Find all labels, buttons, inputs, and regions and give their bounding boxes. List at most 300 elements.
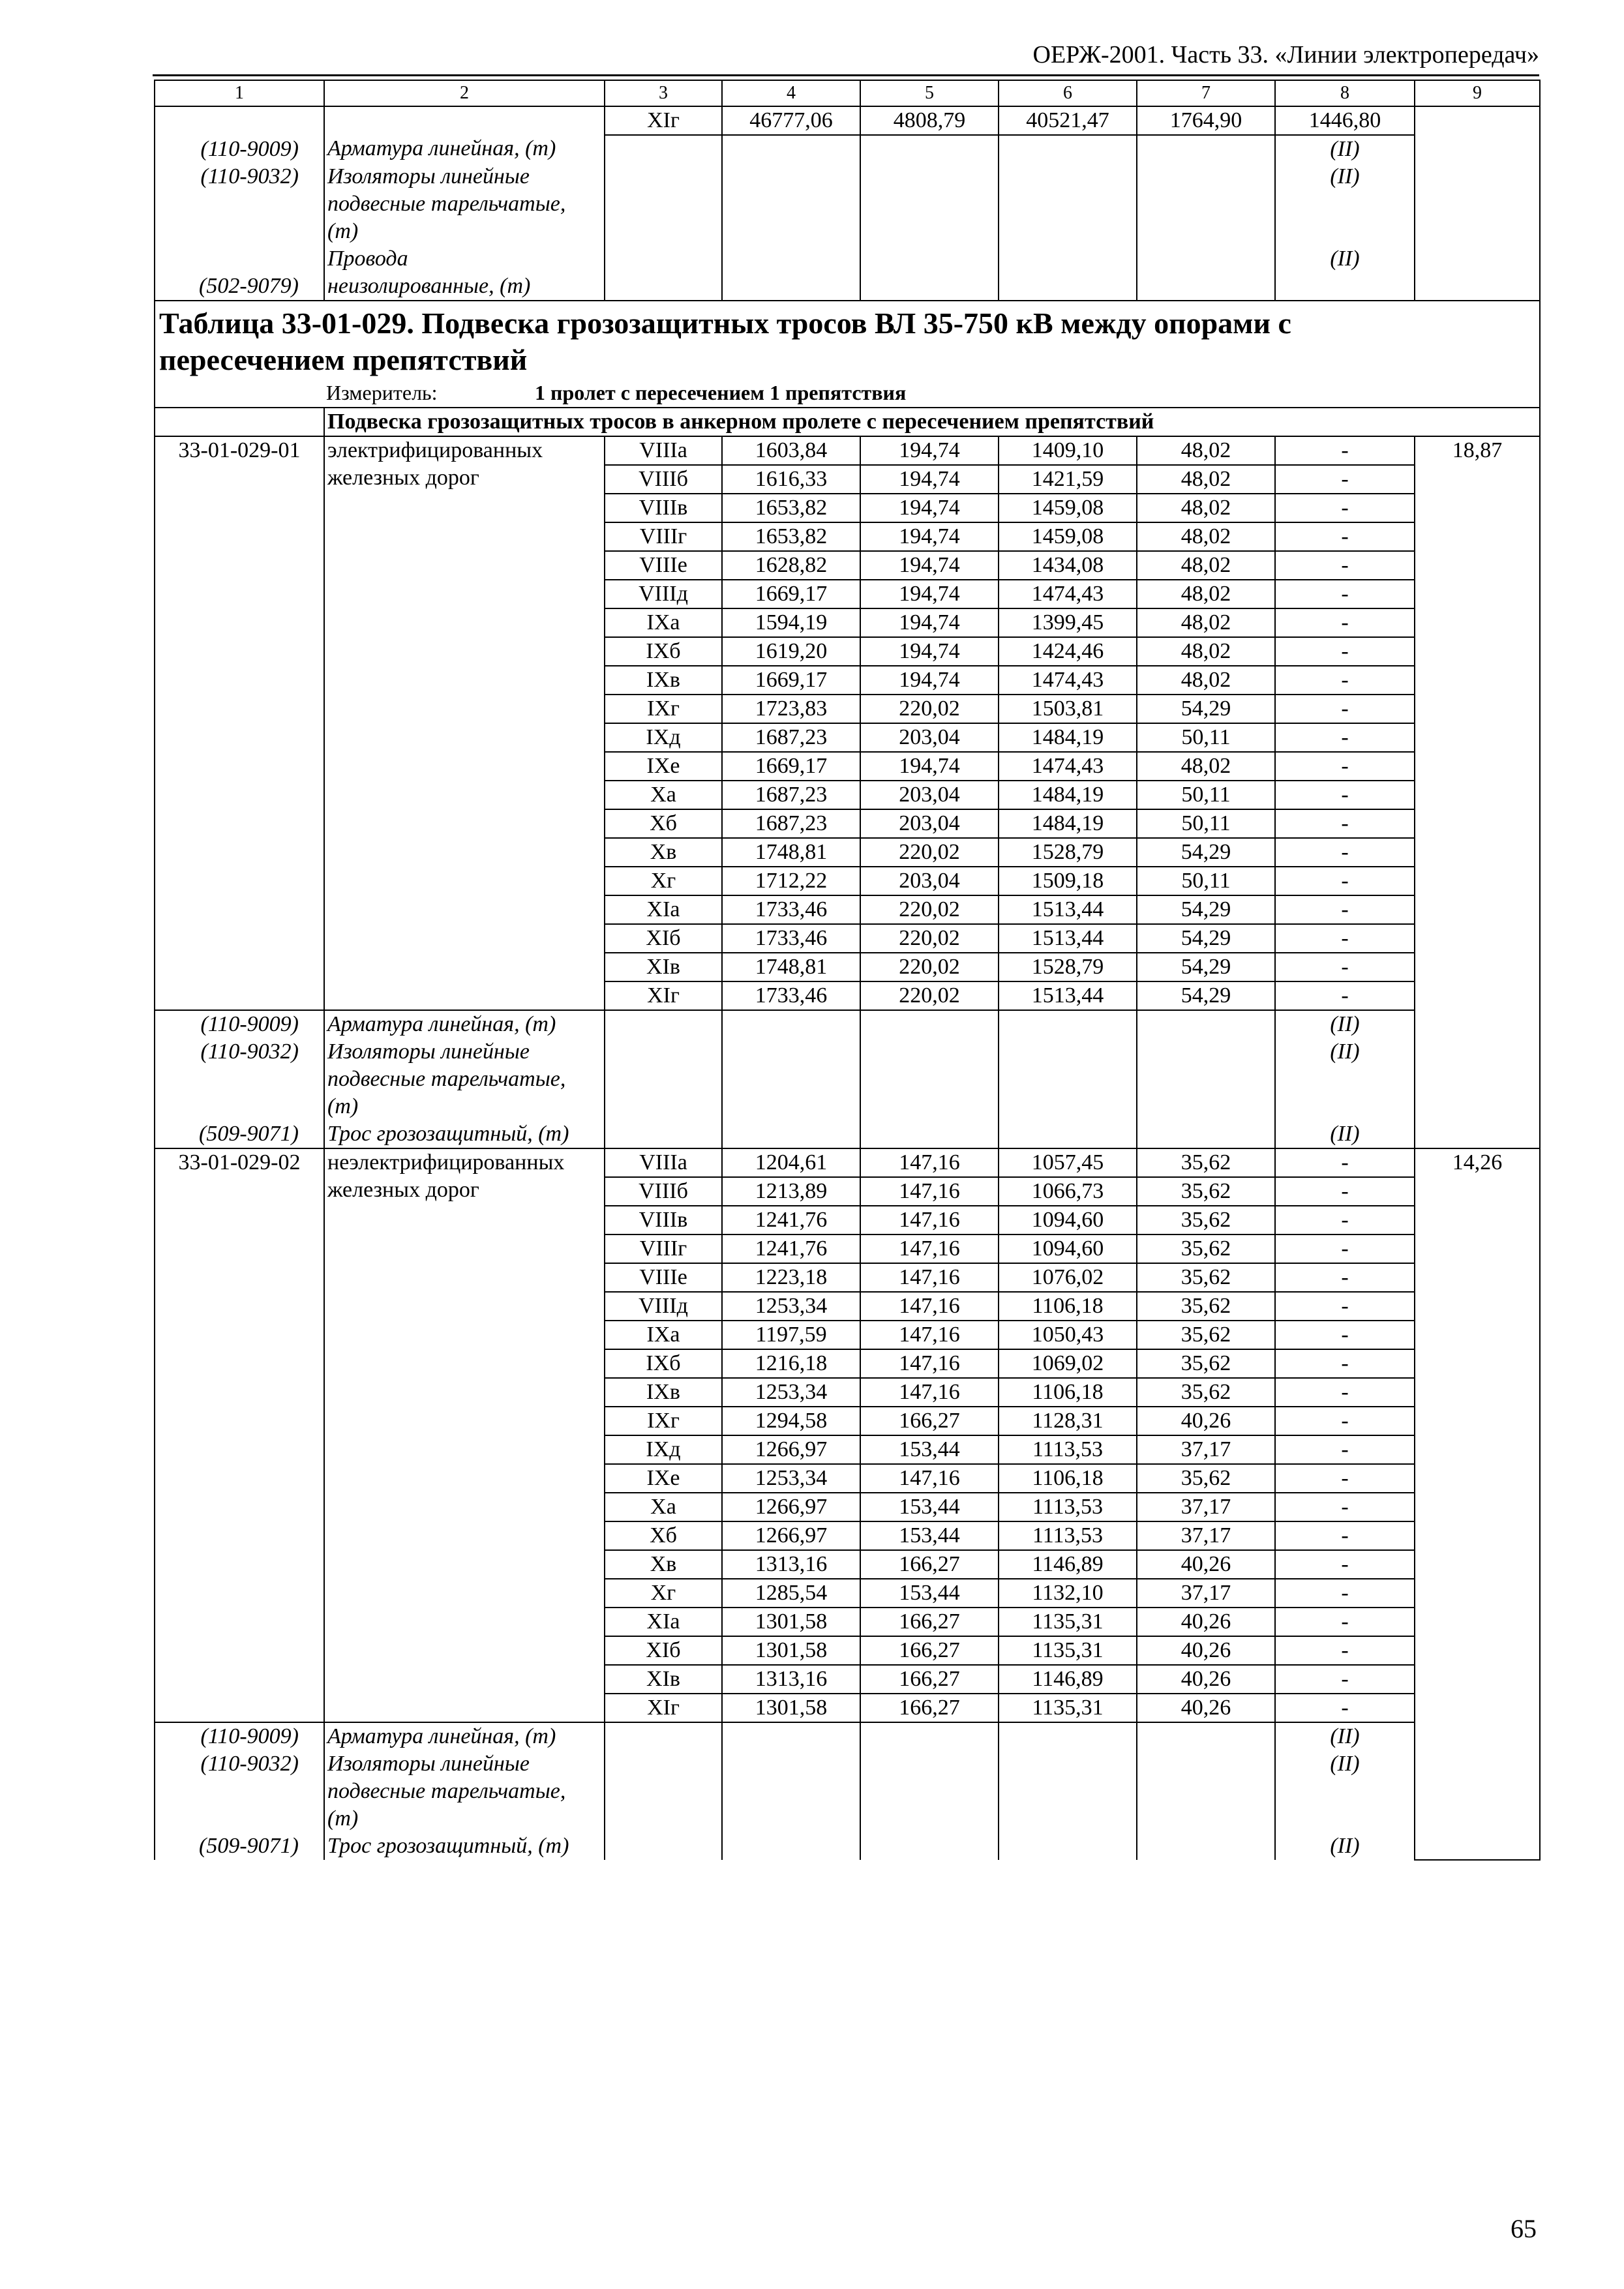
value-cell: 1057,45 <box>999 1148 1137 1177</box>
value-cell: 194,74 <box>860 580 999 608</box>
value-cell: 1135,31 <box>999 1636 1137 1665</box>
value-cell: 1128,31 <box>999 1407 1137 1435</box>
value-cell: 1669,17 <box>722 580 860 608</box>
empty-cell <box>860 1120 999 1148</box>
type-cell: IXв <box>605 666 722 695</box>
column-number: 5 <box>860 80 999 106</box>
text-line: Трос грозозащитный, (т) <box>327 1834 569 1858</box>
resource-code <box>155 1833 324 1860</box>
value-cell: - <box>1275 1579 1415 1608</box>
value-cell: 1076,02 <box>999 1263 1137 1292</box>
value-cell: 1301,58 <box>722 1608 860 1636</box>
value-cell: 1069,02 <box>999 1349 1137 1378</box>
resource-name <box>324 135 605 163</box>
value-cell: - <box>1275 867 1415 895</box>
value-cell: 35,62 <box>1137 1349 1275 1378</box>
empty-cell <box>605 1833 722 1860</box>
value-cell: 203,04 <box>860 723 999 752</box>
value-cell: 153,44 <box>860 1579 999 1608</box>
table-title-line: пересечением препятствий <box>159 343 528 376</box>
value-cell: 1434,08 <box>999 551 1137 580</box>
value-cell: 35,62 <box>1137 1292 1275 1321</box>
value-cell: 220,02 <box>860 695 999 723</box>
value-cell: 194,74 <box>860 436 999 465</box>
value-cell: 1106,18 <box>999 1292 1137 1321</box>
resource-code <box>155 1750 324 1833</box>
value-cell: 1628,82 <box>722 551 860 580</box>
resource-code-text: (110-9009) <box>200 1724 299 1748</box>
value-cell: 1687,23 <box>722 723 860 752</box>
value-cell: 40,26 <box>1137 1665 1275 1694</box>
empty-cell <box>605 1722 722 1750</box>
value-cell: 35,62 <box>1137 1378 1275 1407</box>
text-line: (т) <box>327 1806 359 1831</box>
data-row <box>155 1148 1540 1177</box>
item-name <box>324 436 605 1010</box>
resource-row <box>155 1038 1540 1120</box>
measure-row <box>155 378 1540 408</box>
value-cell: - <box>1275 924 1415 953</box>
value-cell: - <box>1275 1694 1415 1722</box>
empty-cell <box>1137 245 1275 301</box>
resource-code <box>155 1120 324 1148</box>
value-cell: 1135,31 <box>999 1694 1137 1722</box>
value-cell: 153,44 <box>860 1493 999 1521</box>
type-cell: VIIIг <box>605 522 722 551</box>
value-cell: 1474,43 <box>999 752 1137 781</box>
empty-cell <box>1137 1833 1275 1860</box>
value-cell: 1619,20 <box>722 637 860 666</box>
value-cell: 1503,81 <box>999 695 1137 723</box>
type-cell: VIIIа <box>605 1148 722 1177</box>
value-cell: 40,26 <box>1137 1550 1275 1579</box>
type-cell: Xг <box>605 1579 722 1608</box>
code-cell <box>155 106 324 135</box>
type-cell: VIIIе <box>605 551 722 580</box>
value-cell: 1474,43 <box>999 580 1137 608</box>
value-cell: 147,16 <box>860 1349 999 1378</box>
value-cell: 1748,81 <box>722 953 860 981</box>
type-cell: XIа <box>605 895 722 924</box>
page-number: 65 <box>1511 2214 1537 2243</box>
value-cell: 194,74 <box>860 752 999 781</box>
type-cell: IXг <box>605 1407 722 1435</box>
empty-cell <box>1137 1722 1275 1750</box>
value-cell: - <box>1275 838 1415 867</box>
measure <box>155 378 1540 408</box>
empty-cell <box>999 1750 1137 1833</box>
empty-cell <box>722 135 860 163</box>
value-cell: 203,04 <box>860 867 999 895</box>
value-cell: 54,29 <box>1137 924 1275 953</box>
resource-code-text: (110-9032) <box>200 164 299 188</box>
empty-cell <box>155 408 324 436</box>
type-cell: IXг <box>605 695 722 723</box>
type-cell: VIIIв <box>605 494 722 522</box>
resource-row <box>155 1833 1540 1860</box>
resource-row <box>155 1722 1540 1750</box>
resource-code-text: (509-9071) <box>199 1122 299 1146</box>
value-cell: 1294,58 <box>722 1407 860 1435</box>
value-cell: 220,02 <box>860 981 999 1010</box>
value-cell: 37,17 <box>1137 1493 1275 1521</box>
type-cell: IXб <box>605 637 722 666</box>
value-cell: 1113,53 <box>999 1435 1137 1464</box>
value-cell: 35,62 <box>1137 1464 1275 1493</box>
value-cell: 147,16 <box>860 1321 999 1349</box>
value-cell: 40521,47 <box>999 106 1137 135</box>
value-cell: - <box>1275 551 1415 580</box>
value-cell: - <box>1275 953 1415 981</box>
value-cell: 1669,17 <box>722 752 860 781</box>
value-cell: 37,17 <box>1137 1521 1275 1550</box>
value-cell: - <box>1275 1292 1415 1321</box>
value-cell: 1669,17 <box>722 666 860 695</box>
resource-name <box>324 1722 605 1750</box>
value-cell: 220,02 <box>860 924 999 953</box>
text-line: (т) <box>327 219 359 243</box>
value-cell: 35,62 <box>1137 1206 1275 1234</box>
value-cell: 1399,45 <box>999 608 1137 637</box>
value-cell: 1204,61 <box>722 1148 860 1177</box>
value-cell: - <box>1275 608 1415 637</box>
empty-cell <box>1137 1750 1275 1833</box>
value-cell: 48,02 <box>1137 551 1275 580</box>
value-cell: - <box>1275 1636 1415 1665</box>
value-cell: - <box>1275 637 1415 666</box>
type-cell: IXе <box>605 752 722 781</box>
value-cell: - <box>1275 1608 1415 1636</box>
value-cell: 54,29 <box>1137 953 1275 981</box>
value-cell: 1313,16 <box>722 1550 860 1579</box>
value-cell: 1484,19 <box>999 723 1137 752</box>
value-cell: 220,02 <box>860 895 999 924</box>
rates-table <box>154 80 1541 1861</box>
column-number: 3 <box>605 80 722 106</box>
value-cell: - <box>1275 1464 1415 1493</box>
value-cell: 35,62 <box>1137 1321 1275 1349</box>
type-cell: XIг <box>605 981 722 1010</box>
value-cell: - <box>1275 723 1415 752</box>
total-cell <box>1415 106 1540 301</box>
empty-cell <box>605 1038 722 1120</box>
measure-label: Измеритель: <box>326 381 438 404</box>
value-cell: - <box>1275 1407 1415 1435</box>
resource-row <box>155 1010 1540 1038</box>
value-cell: 48,02 <box>1137 522 1275 551</box>
text-line: электрифицированных <box>327 438 543 462</box>
value-cell: 194,74 <box>860 465 999 494</box>
type-cell: Xв <box>605 838 722 867</box>
resource-mark: (II) <box>1275 1833 1415 1860</box>
column-number: 9 <box>1415 80 1540 106</box>
value-cell: 1748,81 <box>722 838 860 867</box>
value-cell: 54,29 <box>1137 895 1275 924</box>
value-cell: 1135,31 <box>999 1608 1137 1636</box>
value-cell: 1513,44 <box>999 895 1137 924</box>
value-cell: 1513,44 <box>999 924 1137 953</box>
value-cell: 1253,34 <box>722 1378 860 1407</box>
value-cell: - <box>1275 1206 1415 1234</box>
text-line: Арматура линейная, (т) <box>327 1724 556 1748</box>
value-cell: 194,74 <box>860 608 999 637</box>
measure-value: 1 пролет с пересечением 1 препятствия <box>535 381 907 404</box>
value-cell: 50,11 <box>1137 781 1275 809</box>
resource-mark: (II) <box>1275 245 1415 301</box>
empty-cell <box>722 1038 860 1120</box>
data-row <box>155 106 1540 135</box>
value-cell: 147,16 <box>860 1206 999 1234</box>
value-cell: 194,74 <box>860 551 999 580</box>
value-cell: 1459,08 <box>999 522 1137 551</box>
empty-cell <box>860 163 999 245</box>
resource-code-text: (110-9009) <box>200 137 299 161</box>
value-cell: 48,02 <box>1137 580 1275 608</box>
value-cell: 1446,80 <box>1275 106 1415 135</box>
text-line: подвесные тарельчатые, <box>327 192 566 216</box>
column-number: 6 <box>999 80 1137 106</box>
empty-cell <box>999 245 1137 301</box>
value-cell: 153,44 <box>860 1435 999 1464</box>
value-cell: - <box>1275 522 1415 551</box>
empty-cell <box>860 135 999 163</box>
table-body <box>155 80 1540 1860</box>
empty-cell <box>999 163 1137 245</box>
value-cell: 1653,82 <box>722 494 860 522</box>
resource-code-text: (110-9009) <box>200 1012 299 1036</box>
type-cell: Xа <box>605 781 722 809</box>
value-cell: 1301,58 <box>722 1694 860 1722</box>
empty-cell <box>1137 1120 1275 1148</box>
type-cell: XIб <box>605 924 722 953</box>
text-line: Арматура линейная, (т) <box>327 1012 556 1036</box>
value-cell: 1603,84 <box>722 436 860 465</box>
value-cell: 48,02 <box>1137 608 1275 637</box>
value-cell: 40,26 <box>1137 1694 1275 1722</box>
text-line: Провода <box>327 247 408 271</box>
resource-name <box>324 1120 605 1148</box>
text-line: подвесные тарельчатые, <box>327 1779 566 1803</box>
value-cell: 1301,58 <box>722 1636 860 1665</box>
value-cell: 1509,18 <box>999 867 1137 895</box>
value-cell: 1266,97 <box>722 1493 860 1521</box>
type-cell: XIв <box>605 953 722 981</box>
value-cell: 166,27 <box>860 1694 999 1722</box>
type-cell: IXа <box>605 1321 722 1349</box>
value-cell: 203,04 <box>860 781 999 809</box>
empty-cell <box>605 1010 722 1038</box>
value-cell: 37,17 <box>1137 1579 1275 1608</box>
text-line: Изоляторы линейные <box>327 1040 530 1064</box>
table-title-row <box>155 301 1540 378</box>
value-cell: 194,74 <box>860 637 999 666</box>
empty-cell <box>722 1750 860 1833</box>
column-number: 7 <box>1137 80 1275 106</box>
value-cell: 147,16 <box>860 1464 999 1493</box>
value-cell: 1723,83 <box>722 695 860 723</box>
type-cell: Xб <box>605 809 722 838</box>
total-cell: 14,26 <box>1415 1148 1540 1860</box>
empty-cell <box>860 1038 999 1120</box>
value-cell: 54,29 <box>1137 695 1275 723</box>
value-cell: - <box>1275 436 1415 465</box>
page-header: ОЕРЖ-2001. Часть 33. «Линии электропередач» <box>1032 41 1539 68</box>
value-cell: - <box>1275 494 1415 522</box>
empty-cell <box>605 1750 722 1833</box>
value-cell: - <box>1275 580 1415 608</box>
column-number: 4 <box>722 80 860 106</box>
value-cell: 1484,19 <box>999 809 1137 838</box>
resource-mark: (II) <box>1275 135 1415 163</box>
value-cell: 48,02 <box>1137 465 1275 494</box>
value-cell: - <box>1275 1521 1415 1550</box>
value-cell: 147,16 <box>860 1378 999 1407</box>
resource-name <box>324 1010 605 1038</box>
type-cell: IXд <box>605 723 722 752</box>
value-cell: 1653,82 <box>722 522 860 551</box>
type-cell: VIIIб <box>605 465 722 494</box>
item-name <box>324 1148 605 1722</box>
empty-cell <box>722 1722 860 1750</box>
value-cell: 1223,18 <box>722 1263 860 1292</box>
value-cell: 40,26 <box>1137 1636 1275 1665</box>
value-cell: 1241,76 <box>722 1206 860 1234</box>
empty-cell <box>999 1722 1137 1750</box>
type-cell: IXб <box>605 1349 722 1378</box>
value-cell: 220,02 <box>860 953 999 981</box>
empty-cell <box>999 1120 1137 1148</box>
type-cell: VIIIд <box>605 1292 722 1321</box>
value-cell: 50,11 <box>1137 723 1275 752</box>
value-cell: - <box>1275 1550 1415 1579</box>
value-cell: - <box>1275 1263 1415 1292</box>
resource-code <box>155 135 324 163</box>
resource-name <box>324 245 605 301</box>
section-heading: Подвеска грозозащитных тросов в анкерном пролете с пересечением препятствий <box>324 408 1540 436</box>
value-cell: - <box>1275 1435 1415 1464</box>
resource-row <box>155 245 1540 301</box>
empty-cell <box>1137 1010 1275 1038</box>
resource-mark: (II) <box>1275 1038 1415 1120</box>
value-cell: 40,26 <box>1137 1608 1275 1636</box>
empty-cell <box>860 1010 999 1038</box>
type-cell: IXе <box>605 1464 722 1493</box>
value-cell: - <box>1275 1378 1415 1407</box>
value-cell: 1313,16 <box>722 1665 860 1694</box>
table-title <box>155 301 1540 378</box>
data-row <box>155 436 1540 465</box>
type-cell: VIIIб <box>605 1177 722 1206</box>
type-cell: VIIIд <box>605 580 722 608</box>
resource-name <box>324 1038 605 1120</box>
value-cell: - <box>1275 752 1415 781</box>
value-cell: - <box>1275 809 1415 838</box>
value-cell: 4808,79 <box>860 106 999 135</box>
resource-code <box>155 1038 324 1120</box>
value-cell: 147,16 <box>860 1148 999 1177</box>
column-number: 8 <box>1275 80 1415 106</box>
value-cell: 1459,08 <box>999 494 1137 522</box>
value-cell: 1409,10 <box>999 436 1137 465</box>
value-cell: 1253,34 <box>722 1464 860 1493</box>
value-cell: 194,74 <box>860 666 999 695</box>
value-cell: 1733,46 <box>722 981 860 1010</box>
value-cell: 147,16 <box>860 1263 999 1292</box>
value-cell: 166,27 <box>860 1407 999 1435</box>
resource-mark: (II) <box>1275 1120 1415 1148</box>
value-cell: 1528,79 <box>999 838 1137 867</box>
empty-cell <box>605 245 722 301</box>
value-cell: 37,17 <box>1137 1435 1275 1464</box>
value-cell: 147,16 <box>860 1292 999 1321</box>
value-cell: 1266,97 <box>722 1435 860 1464</box>
value-cell: 48,02 <box>1137 637 1275 666</box>
column-number: 1 <box>155 80 324 106</box>
resource-code-text: (509-9071) <box>199 1834 299 1858</box>
empty-cell <box>999 1010 1137 1038</box>
text-line: подвесные тарельчатые, <box>327 1067 566 1091</box>
value-cell: - <box>1275 981 1415 1010</box>
value-cell: 48,02 <box>1137 436 1275 465</box>
text-line: неизолированные, (т) <box>327 274 531 298</box>
value-cell: - <box>1275 666 1415 695</box>
resource-mark: (II) <box>1275 1750 1415 1833</box>
value-cell: - <box>1275 1177 1415 1206</box>
empty-cell <box>722 1120 860 1148</box>
value-cell: 1197,59 <box>722 1321 860 1349</box>
type-cell: XIа <box>605 1608 722 1636</box>
value-cell: 46777,06 <box>722 106 860 135</box>
value-cell: 147,16 <box>860 1234 999 1263</box>
name-cell <box>324 106 605 135</box>
value-cell: 1764,90 <box>1137 106 1275 135</box>
value-cell: 1528,79 <box>999 953 1137 981</box>
value-cell: 1712,22 <box>722 867 860 895</box>
value-cell: 1484,19 <box>999 781 1137 809</box>
empty-cell <box>860 1722 999 1750</box>
value-cell: 54,29 <box>1137 981 1275 1010</box>
value-cell: 166,27 <box>860 1636 999 1665</box>
value-cell: - <box>1275 1665 1415 1694</box>
value-cell: 1594,19 <box>722 608 860 637</box>
value-cell: 1146,89 <box>999 1665 1137 1694</box>
value-cell: 1216,18 <box>722 1349 860 1378</box>
type-cell: IXв <box>605 1378 722 1407</box>
value-cell: - <box>1275 1234 1415 1263</box>
type-cell: Xб <box>605 1521 722 1550</box>
value-cell: 48,02 <box>1137 752 1275 781</box>
empty-cell <box>860 245 999 301</box>
item-code: 33-01-029-02 <box>155 1148 324 1722</box>
value-cell: 1066,73 <box>999 1177 1137 1206</box>
resource-mark: (II) <box>1275 1722 1415 1750</box>
value-cell: 35,62 <box>1137 1234 1275 1263</box>
value-cell: 1094,60 <box>999 1234 1137 1263</box>
text-line: неэлектрифицированных <box>327 1150 565 1174</box>
empty-cell <box>999 1038 1137 1120</box>
value-cell: 1285,54 <box>722 1579 860 1608</box>
type-cell: IXа <box>605 608 722 637</box>
value-cell: 50,11 <box>1137 867 1275 895</box>
value-cell: - <box>1275 465 1415 494</box>
empty-cell <box>1137 135 1275 163</box>
value-cell: 203,04 <box>860 809 999 838</box>
empty-cell <box>605 1120 722 1148</box>
empty-cell <box>605 163 722 245</box>
resource-row <box>155 135 1540 163</box>
empty-cell <box>722 1010 860 1038</box>
value-cell: 1146,89 <box>999 1550 1137 1579</box>
